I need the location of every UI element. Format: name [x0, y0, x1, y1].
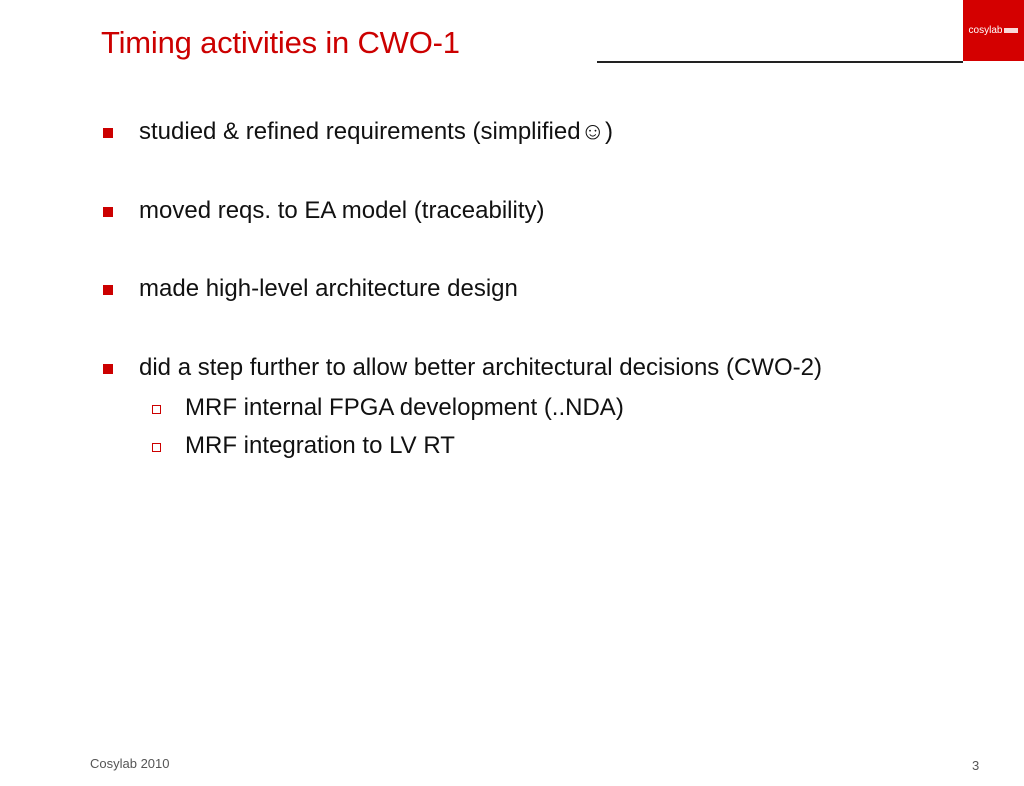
square-bullet-icon — [103, 285, 113, 295]
bullet-text: moved reqs. to EA model (traceability) — [139, 197, 545, 224]
square-bullet-icon — [103, 364, 113, 374]
sub-bullet-text: MRF integration to LV RT — [185, 432, 455, 459]
bullet-text: made high-level architecture design — [139, 275, 518, 302]
page-number: 3 — [972, 758, 980, 773]
square-bullet-icon — [103, 207, 113, 217]
logo-text: cosylab — [968, 25, 1003, 36]
bullet-text: studied & refined requirements (simplified☺) — [139, 118, 614, 145]
footer-copyright: Cosylab 2010 — [90, 756, 170, 771]
hollow-square-bullet-icon — [152, 405, 161, 414]
bullet-text: did a step further to allow better architectural decisions (CWO-2) — [139, 354, 822, 381]
hollow-square-bullet-icon — [152, 443, 161, 452]
square-bullet-icon — [103, 128, 113, 138]
sub-bullet-text: MRF internal FPGA development (..NDA) — [185, 394, 624, 421]
slide-title: Timing activities in CWO-1 — [101, 25, 460, 60]
